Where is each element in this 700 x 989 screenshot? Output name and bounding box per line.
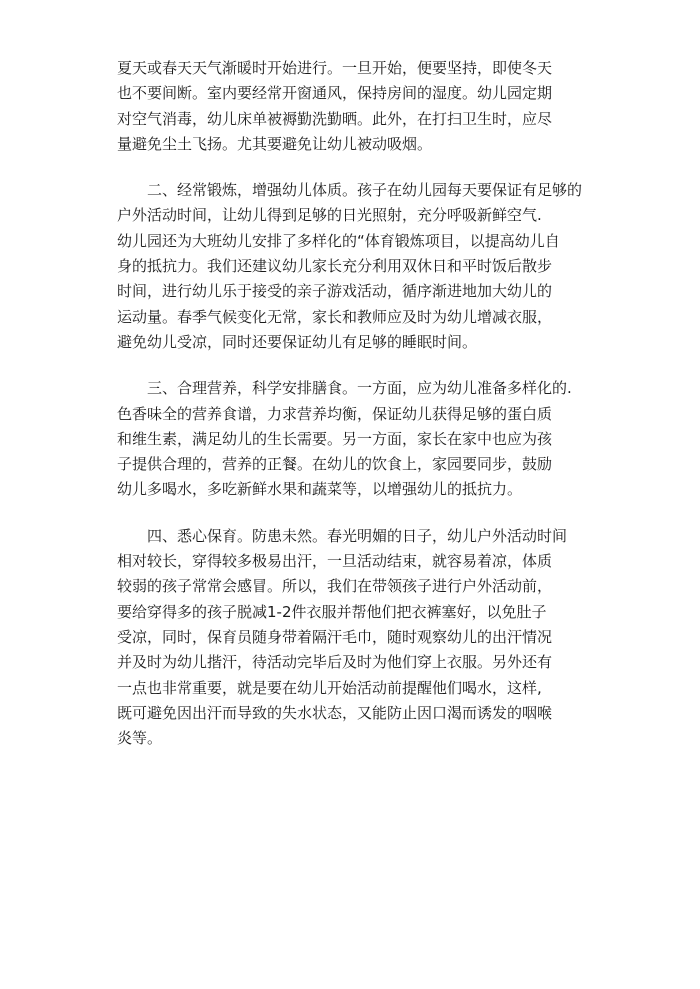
paragraph-spacer <box>117 157 587 178</box>
text-line: 对空气消毒，幼儿床单被褥勤洗勤晒。此外，在打扫卫生时，应尽 <box>117 109 553 128</box>
text-line: 时间，进行幼儿乐于接受的亲子游戏活动，循序渐进地加大幼儿的 <box>117 282 553 301</box>
text-line: 色香味全的营养食谱，力求营养均衡，保证幼儿获得足够的蛋白质 <box>117 404 553 423</box>
text-line: 炎等。 <box>117 729 163 748</box>
text-line: 较弱的孩子常常会感冒。所以，我们在带领孩子进行户外活动前， <box>117 577 553 596</box>
text-line: 子提供合理的，营养的正餐。在幼儿的饮食上，家园要同步，鼓励 <box>117 455 553 474</box>
paragraph-nutrition <box>117 376 587 502</box>
text-line: 相对较长，穿得较多极易出汗，一旦活动结束，就容易着凉，体质 <box>117 552 553 571</box>
text-line: 要给穿得多的孩子脱减1-2件衣服并帮他们把衣裤塞好，以免肚子 <box>117 602 547 621</box>
text-line: 并及时为幼儿揩汗，待活动完毕后及时为他们穿上衣服。另外还有 <box>117 653 553 672</box>
text-line: 和维生素，满足幼儿的生长需要。另一方面，家长在家中也应为孩 <box>117 429 553 448</box>
paragraph-spacer <box>117 503 587 524</box>
text-line: 受凉，同时，保育员随身带着隔汗毛巾，随时观察幼儿的出汗情况 <box>117 627 553 646</box>
text-line: 避免幼儿受凉，同时还要保证幼儿有足够的睡眠时间。 <box>117 332 478 351</box>
paragraph-continuation <box>117 56 587 157</box>
text-line: 三、合理营养，科学安排膳食。一方面，应为幼儿准备多样化的. <box>147 379 572 398</box>
paragraph-spacer <box>117 355 587 376</box>
text-line: 夏天或春天天气渐暖时开始进行。一旦开始，便要坚持，即使冬天 <box>117 59 553 77</box>
text-line: 四、悉心保育。防患未然。春光明媚的日子，幼儿户外活动时间 <box>147 526 568 545</box>
text-line: 二、经常锻炼，增强幼儿体质。孩子在幼儿园每天要保证有足够的 <box>147 181 583 200</box>
paragraph-care <box>117 524 587 752</box>
text-line: 身的抵抗力。我们还建议幼儿家长充分利用双休日和平时饭后散步 <box>117 257 553 276</box>
text-line: 也不要间断。室内要经常开窗通风，保持房间的湿度。幼儿园定期 <box>117 84 553 103</box>
text-line: 量避免尘土飞扬。尤其要避免让幼儿被动吸烟。 <box>117 134 433 153</box>
text-line: 幼儿园还为大班幼儿安排了多样化的“体育锻炼项目，以提高幼儿自 <box>117 231 560 250</box>
text-line: 户外活动时间，让幼儿得到足够的日光照射，充分呼吸新鲜空气. <box>117 206 542 225</box>
text-line: 运动量。春季气候变化无常，家长和教师应及时为幼儿增减衣服， <box>117 307 553 326</box>
paragraph-exercise <box>117 178 587 355</box>
text-line: 一点也非常重要，就是要在幼儿开始活动前提醒他们喝水，这样, <box>117 678 542 697</box>
text-line: 既可避免因出汗而导致的失水状态，又能防止因口渴而诱发的咽喉 <box>117 703 553 722</box>
document-body <box>117 56 587 751</box>
text-line: 幼儿多喝水，多吃新鲜水果和蔬菜等，以增强幼儿的抵抗力。 <box>117 480 523 499</box>
